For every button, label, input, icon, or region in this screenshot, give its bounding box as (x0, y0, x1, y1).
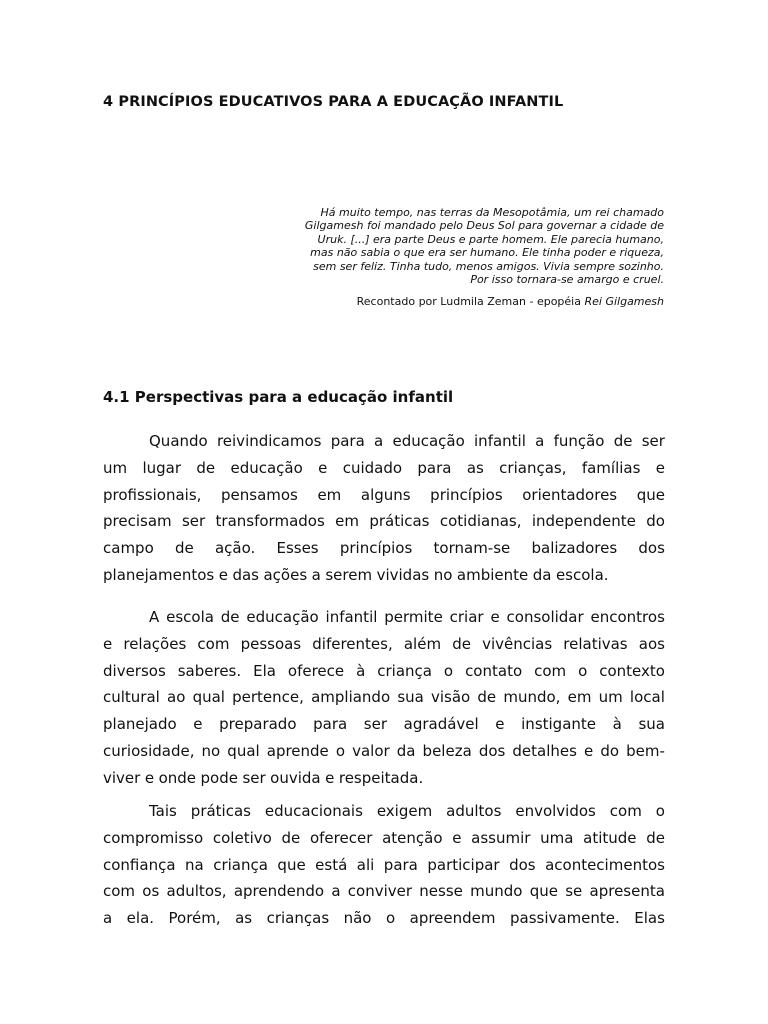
attribution-work-title: Rei Gilgamesh (584, 295, 664, 308)
section-title: 4.1 Perspectivas para a educação infantil (103, 388, 454, 406)
paragraph-line: Quando reivindicamos para a educação infantil a função de ser (149, 432, 665, 450)
paragraph-line: Tais práticas educacionais exigem adultos envolvidos com o (149, 802, 665, 820)
paragraph-line: a ela. Porém, as crianças não o apreendem passivamente. Elas (103, 909, 665, 928)
epigraph-line: mas não sabia o que era ser humano. Ele tinha poder e riqueza, (310, 246, 664, 260)
paragraph-line: precisam ser transformados em práticas cotidianas, independente do (103, 512, 665, 531)
paragraph-line: campo de ação. Esses princípios tornam-se balizadores dos (103, 539, 665, 558)
epigraph-quote (244, 206, 664, 286)
paragraph-line: planejamentos e das ações a serem vividas no ambiente da escola. (103, 565, 609, 584)
paragraph-line: e relações com pessoas diferentes, além de vivências relativas aos (103, 634, 665, 653)
paragraph-line: planejado e preparado para ser agradável e instigante à sua (103, 715, 665, 734)
chapter-title: 4 PRINCÍPIOS EDUCATIVOS PARA A EDUCAÇÃO INFANTIL (103, 94, 564, 110)
paragraph-1 (103, 428, 665, 589)
paragraph-line: confiança na criança que está ali para participar dos acontecimentos (103, 855, 665, 874)
epigraph-line: sem ser feliz. Tinha tudo, menos amigos. Vivia sempre sozinho. (313, 259, 664, 273)
paragraph-line: curiosidade, no qual aprende o valor da beleza dos detalhes e do bem- (103, 741, 665, 760)
paragraph-3 (103, 798, 665, 932)
paragraph-line: com os adultos, aprendendo a conviver nesse mundo que se apresenta (103, 882, 665, 901)
paragraph-line: um lugar de educação e cuidado para as crianças, famílias e (103, 458, 665, 477)
attribution-text: Recontado por Ludmila Zeman - epopéia (356, 295, 581, 308)
paragraph-line: profissionais, pensamos em alguns princípios orientadores que (103, 485, 665, 504)
epigraph-line: Há muito tempo, nas terras da Mesopotâmia, um rei chamado (320, 206, 664, 219)
paragraph-line: viver e onde pode ser ouvida e respeitada. (103, 768, 424, 787)
paragraph-line: A escola de educação infantil permite criar e consolidar encontros (149, 608, 665, 626)
paragraph-line: compromisso coletivo de oferecer atenção e assumir uma atitude de (103, 828, 665, 847)
paragraph-line: cultural ao qual pertence, ampliando sua visão de mundo, em um local (103, 688, 665, 707)
epigraph-line: Por isso tornara-se amargo e cruel. (470, 273, 664, 287)
paragraph-line: diversos saberes. Ela oferece à criança o contato com o contexto (103, 661, 665, 680)
paragraph-2 (103, 604, 665, 792)
epigraph-line: Uruk. [...] era parte Deus e parte homem. Ele parecia humano, (317, 232, 664, 246)
epigraph-line: Gilgamesh foi mandado pelo Deus Sol para governar a cidade de (304, 219, 664, 233)
epigraph-attribution (357, 295, 664, 308)
